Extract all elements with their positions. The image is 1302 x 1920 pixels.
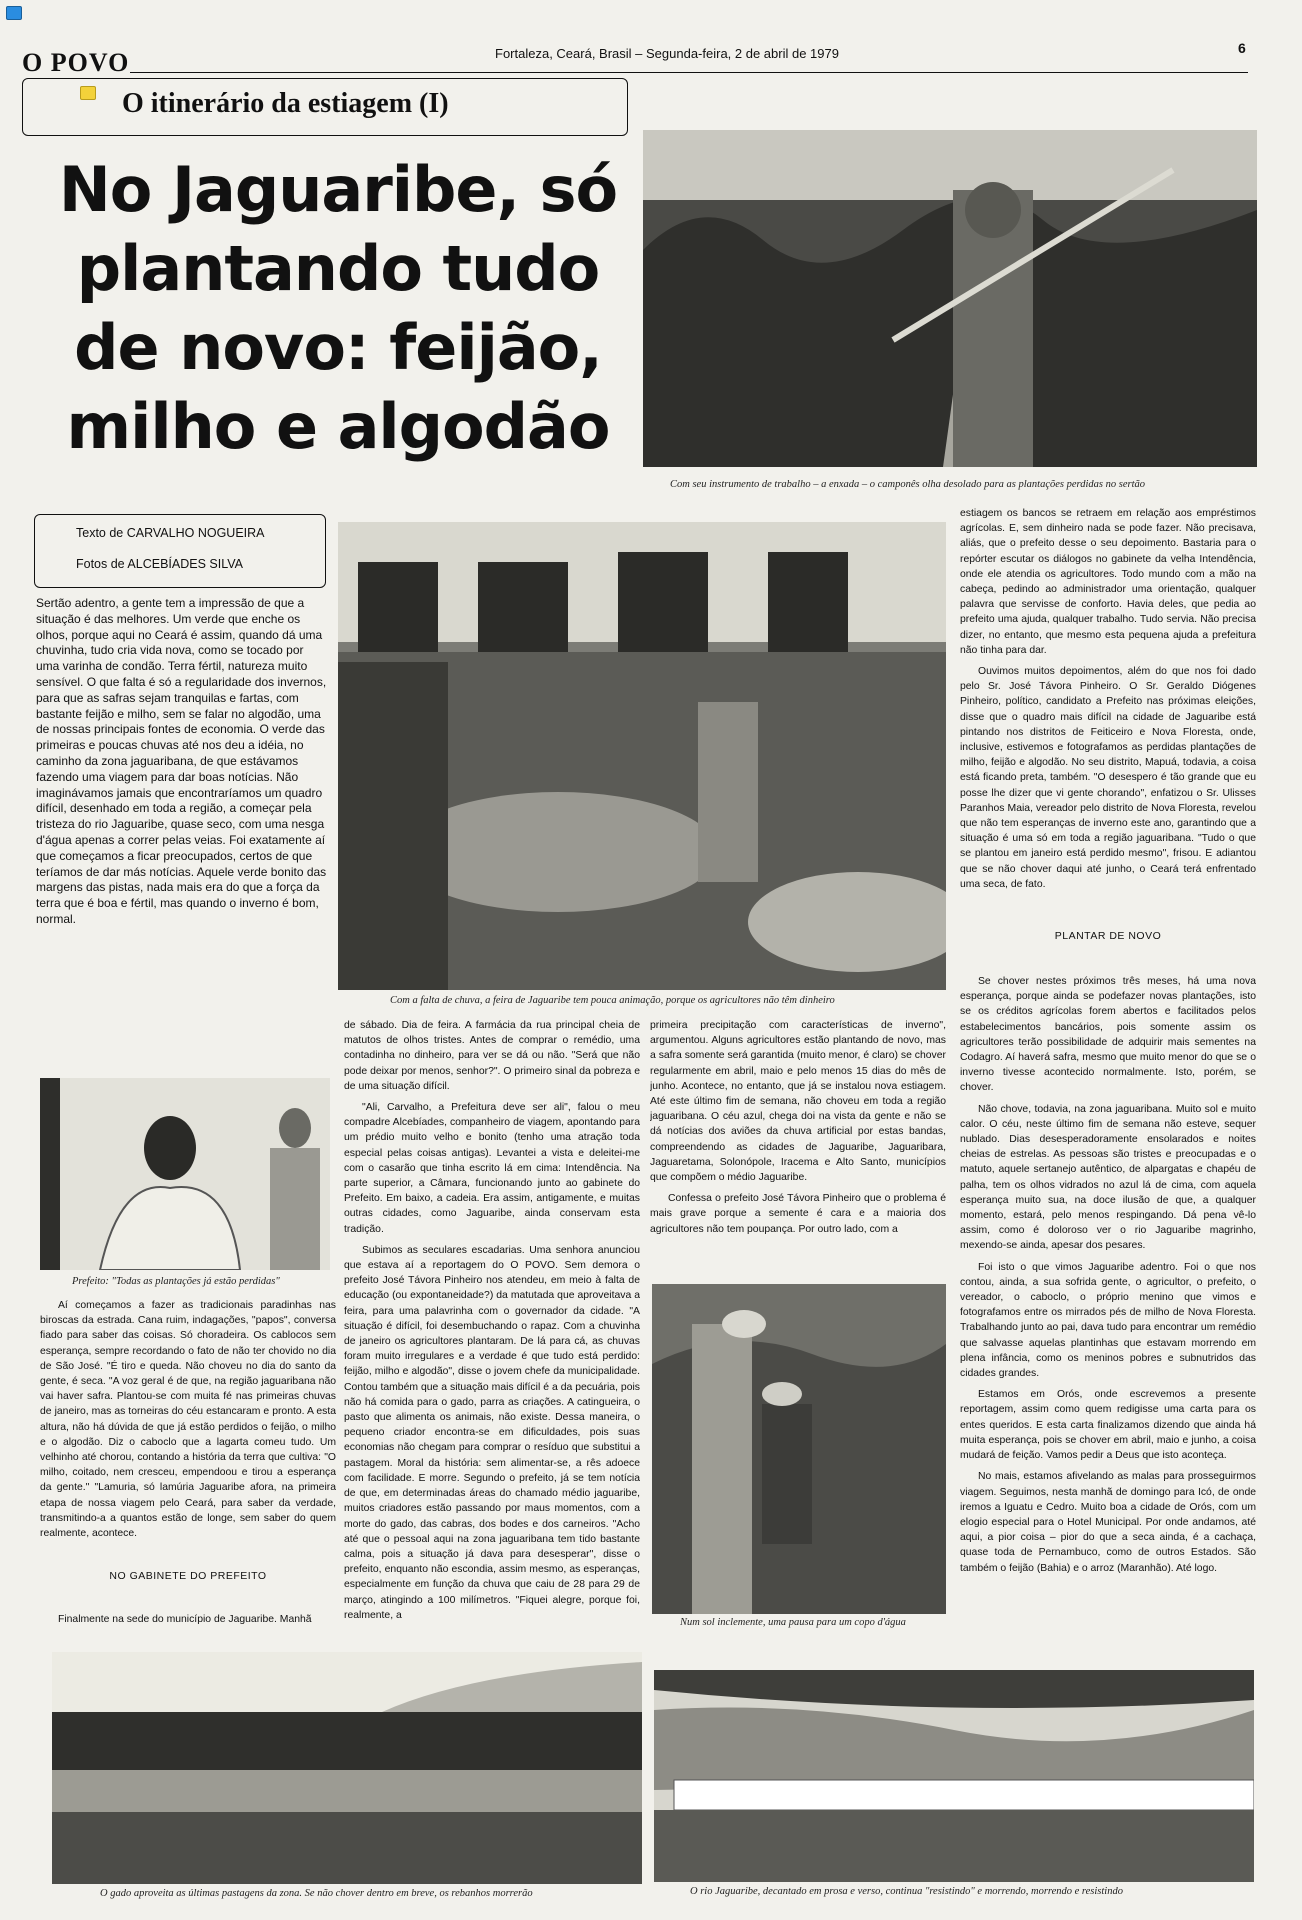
paragraph: Não chove, todavia, na zona jaguaribana. Muito sol e muito calor. O céu, neste último fim de semana não esteve, sequer nublado. Dias desesperadoramente ensolarados e noites cheias de estrelas. As pessoas são tristes e preocupadas e o matuto, aquele sertanejo autêntico, de alpargatas e chapéu de palha, tem os olhos vidrados no azul lá de cima, com aquela esperança muito sua, na doce ilusão de que, a qualquer momento, estará, pelo menos respingando. Dá pena vê-lo assim, como é doloroso ver o rio Jaguaribe magrinho, mexendo-se ainda, apesar dos pesares. <box>960 1103 1256 1252</box>
headline <box>38 150 638 466</box>
paragraph: Se chover nestes próximos três meses, há uma nova esperança, porque ainda se podefazer novas plantações, isto se os créditos agrícolas forem abertos e facilitados pelos estabelecimentos bancários, pois somente assim os agricultores terão possibilidade de adquirir mais sementes na Codagro. Aí haverá safra, mesmo que muito menor do que se o inverno tivesse acontecido normalmente. Isto, porém, se chover. <box>960 976 1256 1094</box>
section-subhead: PLANTAR DE NOVO <box>1054 930 1162 942</box>
comment-note-icon[interactable] <box>6 6 22 20</box>
page-number: 6 <box>1238 40 1246 56</box>
photo-caption: Num sol inclemente, uma pausa para um copo d'água <box>680 1617 906 1628</box>
masthead-logo: O POVO <box>22 48 130 77</box>
headline-line: No Jaguaribe, só <box>58 153 618 226</box>
paragraph: Confessa o prefeito José Távora Pinheiro que o problema é mais grave porque a semente é cara e a maioria dos agricultores não tem poupança. Por outro lado, com a <box>650 1193 946 1235</box>
author-credit: Texto de CARVALHO NOGUEIRA <box>76 526 265 540</box>
paragraph: Finalmente na sede do município de Jaguaribe. Manhã <box>58 1614 312 1625</box>
article-column <box>40 1298 336 1542</box>
photo-jaguaribe-river <box>654 1670 1254 1882</box>
section-subhead: NO GABINETE DO PREFEITO <box>109 1570 267 1582</box>
photo-mayor <box>40 1078 330 1270</box>
photo-cattle-pasture <box>52 1652 642 1884</box>
photo-water-break <box>652 1284 946 1614</box>
paragraph: Aí começamos a fazer as tradicionais paradinhas nas biroscas da estrada. Cana ruim, indagações, "papos", conversa fiado para saber das coisas. Só choradeira. Os cablocos sem esperança, sempre recordando o fato de não ter chovido no dia de São José. "É tiro e queda. Não choveu no dia do santo da gente, é seca. "A voz geral é de que, na região jaguaribana não vai haver safra. Plantou-se com muita fé nas primeiras chuvas de janeiro, mas as torneiras do céu estancaram e pronto. A esta altura, não há dúvida de que já estão perdidos o feijão, o milho e o algodão. Diz o caboclo que a lagarta comeu tudo. Um velhinho até chorou, contando a história da terra que cultiva: "O milho, coitado, nem cresceu, empendoou e tirou a esperança da gente." "Lamuria, só lamúria Jaguaribe afora, na primeira etapa de nossa viagem pelo Ceará, para saber da verdade, transmitindo-a a quantos estão de longe, sem saber do quem realmente, acontece. <box>40 1300 336 1540</box>
photo-caption: O gado aproveita as últimas pastagens da zona. Se não chover dentro em breve, os rebanhos morrerão <box>100 1888 533 1899</box>
headline-line: plantando tudo <box>76 232 600 305</box>
article-column <box>650 1018 946 1284</box>
series-title: O itinerário da estiagem (I) <box>122 88 449 119</box>
photo-market-fair <box>338 522 946 990</box>
paragraph: primeira precipitação com características de inverno", argumentou. Alguns agricultores estão plantando de novo, mas a safra somente será garantida (muito menor, é claro) se chover regularmente em abril, maio e pelo menos 15 dias do mês de junho. Acontece, no entanto, que já se instalou nova estiagem. Até este último fim de semana, não choveu em toda a região jaguaribana. O céu azul, chega doi na vista da gente e não se dá notícias dos aviões da chuva artificial por estas bandas, compreendendo as cidades de Jaguaribe, Jaguaribara, Jaguaretama, Solonópole, Iracema e Alto Santo, municípios que compõem o médio Jaguaribe. <box>650 1020 946 1184</box>
paragraph: No mais, estamos afivelando as malas para prosseguirmos viagem. Seguimos, nesta manhã de domingo para Icó, de onde iremos a Iguatu e Cedro. Muito boa a cidade de Orós, com um elogio especial para o Hotel Municipal. Por onde andamos, até aqui, a pior coisa – pior do que a seca ainda, é a cachaça, quase toda de Pernambuco, como de outros Estados. São também o feijão (Bahia) e o arroz (Maranhão). Até logo. <box>960 1471 1256 1574</box>
photo-credit: Fotos de ALCEBÍADES SILVA <box>76 557 243 571</box>
article-column <box>40 1612 336 1630</box>
dateline: Fortaleza, Ceará, Brasil – Segunda-feira, 2 de abril de 1979 <box>495 46 839 61</box>
photo-caption: Com seu instrumento de trabalho – a enxada – o camponês olha desolado para as plantações perdidas no sertão <box>670 479 1145 490</box>
article-column <box>960 506 1256 910</box>
masthead-rule <box>130 72 1248 73</box>
article-lede: Sertão adentro, a gente tem a impressão de que a situação é das melhores. Um verde que enche os olhos, porque aqui no Ceará é assim, quando dá uma chuvinha, tudo cria vida nova, como se tocado por uma varinha de condão. Terra fértil, natureza muito sensível. O que falta é só a regularidade dos invernos, para que as safras sejam tranquilas e fartas, com bastante feijão e milho, sem se falar no algodão, uma de nossas principais fontes de economia. O verde das primeiras e poucas chuvas até nos deu a idéia, no caminho da zona jaguaribana, de que estávamos fazendo uma viagem para dar boas notícias. Não imaginávamos jamais que encontraríamos um quadro difícil, desenhado em toda a região, a começar pela tristeza do rio Jaguaribe, quase seco, com uma nesga d'água apenas a correr pelas veias. Foi exatamente aí que começamos a ficar preocupados, certos de que teríamos de dar más notícias. Aquele verde bonito das margens das pistas, nada mais era do que a força da terra que é boa e fértil, mas quando o inverno é bom, normal. <box>36 596 327 926</box>
headline-line: milho e algodão <box>66 390 610 463</box>
paragraph: Foi isto o que vimos Jaguaribe adentro. Foi o que nos contou, ainda, a sua sofrida gente, o agricultor, o prefeito, o vereador, o caboclo, o próprio menino que vimos e fotografamos entre os mirrados pés de milho de Nova Floresta. Trabalhando junto ao pai, dava tudo para encontrar um remédio que salvasse aquelas plantinhas que estavam morrendo em plena infância, como os meninos pobres e subnutridos das cidades grandes. <box>960 1261 1256 1380</box>
photo-caption: Prefeito: "Todas as plantações já estão perdidas" <box>72 1276 280 1287</box>
paragraph: Ouvimos muitos depoimentos, além do que nos foi dado pelo Sr. José Távora Pinheiro. O Sr. Geraldo Diógenes Pinheiro, político, candidato a Prefeito nas próximas eleições, disse que o quadro mais difícil na cidade de Jaguaribe está pintando nos distritos de Feiticeiro e Nova Floresta, onde, inclusive, estivemos e fotografamos as perdidas plantações de milho, feijão e algodão. No seu distrito, Mapuá, todavia, a coisa está ficando preta, também. "O desespero é tão grande que eu posse lhe dizer que vi gente chorando", enfatizou o Sr. Ulisses Paranhos Maia, vereador pelo distrito de Nova Floresta, revelou que não tem esperanças de inverno este ano, garantindo que a situação é uma só em toda a região jaguaribana. "Tudo o que se plantou em janeiro está perdido mesmo", frisou. E adiantou que se não chover daqui até junho, o Ceará terá enfrentado uma seca, de fato. <box>960 666 1256 890</box>
article-column <box>344 1018 640 1630</box>
paragraph: de sábado. Dia de feira. A farmácia da rua principal cheia de matutos de olhos tristes. Antes de comprar o remédio, uma contadinha no dinheiro, para ver se dá ou não. "Será que não pode deixar por menos, senhor?". O primeiro sinal da pobreza e de uma situação difícil. <box>344 1020 640 1092</box>
comment-note-icon[interactable] <box>80 86 96 100</box>
paragraph: "Ali, Carvalho, a Prefeitura deve ser ali", falou o meu compadre Alcebíades, companheiro de viagem, apontando para um prédio muito velho e bonito (tenho uma atração toda especial pelas coisas antigas). Levantei a vista e deleitei-me com o casarão que tinha escrito lá em cima: Intendência. Na parte superior, a Câmara, funcionando junto ao gabinete do Prefeito. Em baixo, a cadeia. Era assim, antigamente, e muitas outras cidades, como Jaguaribe, ainda conservam esta tradição. <box>344 1102 640 1235</box>
headline-line: de novo: feijão, <box>74 311 602 384</box>
photo-caption: O rio Jaguaribe, decantado em prosa e verso, continua "resistindo" e morrendo, morrendo e resistindo <box>690 1886 1123 1897</box>
article-column <box>960 974 1256 1626</box>
paragraph: Subimos as seculares escadarias. Uma senhora anunciou que estava aí a reportagem do O POVO. Sem demora o prefeito José Távora Pinheiro nos atendeu, em meio à falta de educação (ou expontaneidade?) da matutada que aproveitava a feira, para uma palavrinha com o governador da cidade. "A situação é difícil, foi desembuchando o rapaz. Com a chuvinha de janeiro os agricultores plantaram. De lá para cá, as chuvas foram muito irregulares e a verdade é que tudo está perdido: feijão, milho e algodão", disse o jovem chefe da municipalidade. Contou também que a situação mais difícil é a da pecuária, pois não há comida para o gado, parra as criações. A catingueira, o pasto que alimenta os animais, não existe. Dessa maneira, o pequeno criador encontra-se em dificuldades, pois suas economias não chegam para comprar o resíduo que substitui a pastagem. Moral da história: sem alimentar-se, a rês adoece com facilidade. E morre. Segundo o prefeito, já se tem notícia de que, em determinadas áreas do chamado médio jaguaribe, muitos criadores estão passando por maus momentos, com a morte do gado, das cabras, dos bodes e dos carneiros. "Acho até que o pessoal aqui na zona jaguaribana tem tido bastante calma, pois a situação já dava para desesperar", disse o prefeito, enquanto não escondia, assim mesmo, as esperanças, especialmente em função da chuva que caiu de 28 para 29 de março, atingindo a 100 milímetros. "Fiquei alegre, porque foi, realmente, a <box>344 1244 640 1621</box>
paragraph: Estamos em Orós, onde escrevemos a presente reportagem, assim como quem redigisse uma carta para os entes queridos. E esta carta finalizamos dizendo que ainda há muita esperança, pois se chover em abril, maio e junho, a coisa mudará de feição. Vamos pedir a Deus que isto aconteça. <box>960 1389 1256 1462</box>
paragraph: estiagem os bancos se retraem em relação aos empréstimos agrícolas. E, sem dinheiro nada se pode fazer. Não precisava, aliás, que o prefeito desse o seu depoimento. Bastaria para o repórter escutar os diálogos no gabinete da velha Intendência, onde ele atendia os agricultores. Todo mundo com a mão na cabeça, pedindo ao administrador uma orientação, qualquer palavra que servisse de conforto. Havia deles, que pedia ao prefeito uma ajuda, qualquer trabalho. Tudo servia. Não precisa dizer, no entanto, que mesmo esta pequena ajuda a prefeitura não tinha para dar. <box>960 508 1256 656</box>
photo-peasant-with-hoe <box>643 130 1257 467</box>
photo-caption: Com a falta de chuva, a feira de Jaguaribe tem pouca animação, porque os agricultores não têm dinheiro <box>390 995 835 1006</box>
